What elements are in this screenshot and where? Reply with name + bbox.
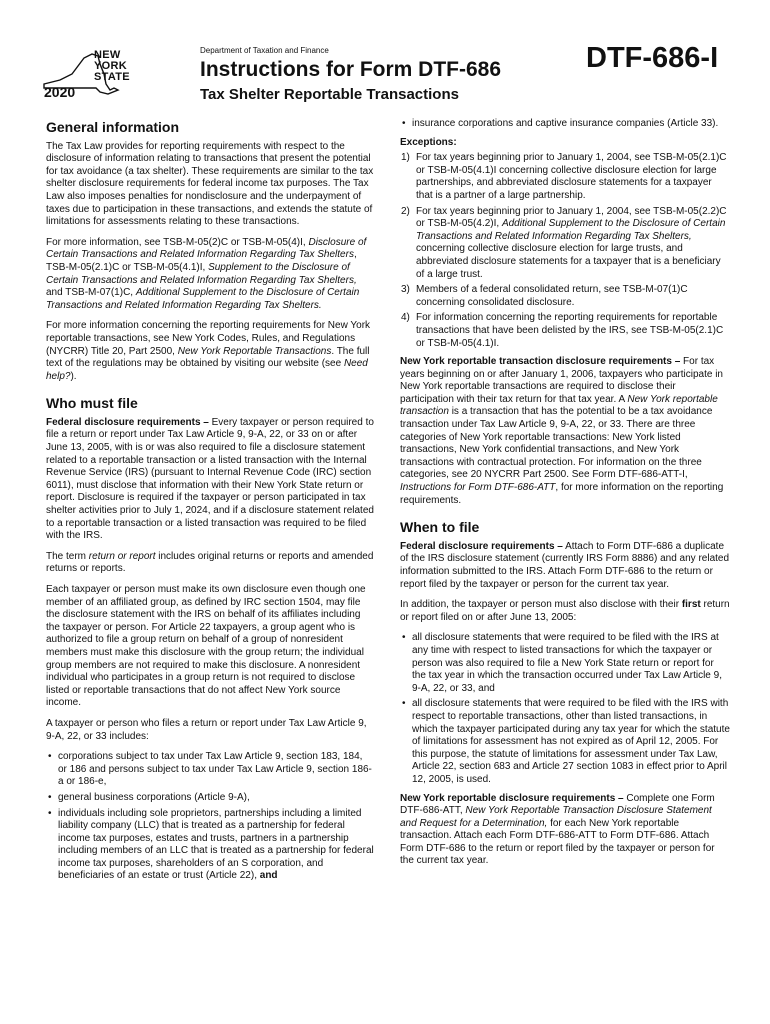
when-list xyxy=(400,632,730,786)
who-paragraph-3: Each taxpayer or person must make its own disclosure even though one member of an affiliated group, as defined by IRC section 1504, may file the disclosure statement with the IRS on behalf of its affiliates including the taxpayer or person. For Article 22 taxpayers, a group agent who is authorized to file a group return on behalf of a group of nonresident members must make this disclosure with the group return; the individual group members are not required to make this disclosure. A nonresident individual who participates in a group return is not required to disclose listed or reportable transactions that do not affect New York source income. xyxy=(46,584,366,709)
left-column xyxy=(46,118,374,889)
when-paragraph-3: New York reportable disclosure requirements – Complete one Form DTF-686-ATT, New York Reportable Transaction Disclosure Statement and Request for a Determination, for each New York reportable transaction. Attach each Form DTF-686-ATT to Form DTF-686. Attach Form DTF-686 to the return or report filed by the taxpayer or person for the current tax year. xyxy=(400,792,715,867)
general-paragraph-2: For more information, see TSB-M-05(2)C or TSB-M-05(4)I, Disclosure of Certain Transactions and Related Information Regarding Tax Shelters, TSB-M-05(2.1)C or TSB-M-05(4.1)I, Supplement to the Disclosure of Certain Transactions and Related Information Regarding Tax Shelters, and TSB-M-07(1)C, Additional Supplement to the Disclosure of Certain Transactions and Related Information Regarding Tax Shelters. xyxy=(46,236,367,311)
list-item: • corporations subject to tax under Tax Law Article 9, section 183, 184, or 186 and persons subject to tax under Tax Law Article 9, section 186-a or 186-e, xyxy=(58,751,374,789)
department-name: Department of Taxation and Finance xyxy=(200,46,329,55)
list-item: • all disclosure statements that were required to be filed with the IRS with respect to reportable transactions, other than listed transactions, in which the taxpayer participated during any tax year for which the statute of limitations for assessment has not expired as of April 12, 2005. For this purpose, the statute of limitations for assessment under Tax Law, Article 22, section 683 and Article 27 section 1083 in effect prior to April 12, 2005, is used. xyxy=(412,698,730,786)
list-item: • insurance corporations and captive insurance companies (Article 33). xyxy=(412,118,730,131)
right-column xyxy=(400,118,730,876)
when-paragraph-2: In addition, the taxpayer or person must also disclose with their first return or report filed on or after June 13, 2005: xyxy=(400,599,730,623)
tax-year: 2020 xyxy=(44,84,76,100)
general-paragraph-3: For more information concerning the reporting requirements for New York reportable transactions, see New York Codes, Rules, and Regulations (NYCRR) Title 20, Part 2500, New York Reportable Transactions. The full text of the regulations may be obtained by visiting our website (see Need help?). xyxy=(46,320,371,382)
general-information-heading: General information xyxy=(46,119,180,135)
exceptions-list xyxy=(400,152,730,350)
logo-text: NEW YORK STATE xyxy=(94,49,130,83)
list-item: 3) Members of a federal consolidated return, see TSB-M-07(1)C concerning consolidated disclosure. xyxy=(401,284,688,308)
who-paragraph-1: Federal disclosure requirements – Every taxpayer or person required to file a return or report under Tax Law Article 9, 9-A, 22, or 33 on or after June 13, 2005, with is or was also required to file a disclosure statement related to a reportable transaction or a listed transaction with the Internal Revenue Service (IRS) (pursuant to Internal Revenue Code (IRC) section 6011), must disclose that information with their New York State return or report. Disclosure is required if the taxpayer or person participated in tax shelter activities prior to July 1, 2024, and if a disclosure statement related to a reportable transaction or a listed transaction was required to be filed with the IRS. xyxy=(46,416,374,542)
list-item: • general business corporations (Article 9-A), xyxy=(58,792,374,805)
filer-list-continued xyxy=(400,118,730,131)
general-paragraph-1: The Tax Law provides for reporting requirements with respect to the disclosure of information relating to transactions that present the potential for tax avoidance (a tax shelter). These requirements are similar to the tax shelter disclosure requirements for federal income tax purposes. The Tax Law also imposes penalties for nondisclosure and the underpayment of taxes due to participation in these transactions, and extends the statute of limitations for assessments relating to these transactions. xyxy=(46,140,374,228)
who-paragraph-4: A taxpayer or person who files a return or report under Tax Law Article 9, 9-A, 22, or 33 includes: xyxy=(46,717,367,742)
list-item: 4) For information concerning the reporting requirements for reportable transactions that have been delisted by the IRS, see TSB-M-05(2.1)C or TSB-M-05(4.1)I. xyxy=(401,312,724,349)
list-item: 2) For tax years beginning prior to January 1, 2004, see TSB-M-05(2.2)C or TSB-M-05(4.2)I, Additional Supplement to the Disclosure of Certain Transactions and Related Information Regarding Tax Shelters, concerning collective disclosure election for large trusts, and abbreviated disclosure statements for a taxpayer that is a beneficiary of a large trust. xyxy=(401,205,727,280)
filer-list xyxy=(46,751,374,883)
list-item: • all disclosure statements that were required to be filed with the IRS at any time with respect to listed transactions for which the taxpayer or person was also required to file a New York State return or report for the tax year in which the transaction occurred under Tax Law Article 9, 9-A, 22, or 33, and xyxy=(412,632,730,695)
when-to-file-heading: When to file xyxy=(400,519,480,536)
list-item: • individuals including sole proprietors, partnerships including a limited liability company (LLC) that is treated as a partnership for federal income tax purposes, estates and trusts, partners in a partnership including members of an LLC that is treated as a partnership for federal income tax purposes, shareholders of an S corporation, and beneficiaries of an estate or trust (Article 22), and xyxy=(58,808,374,884)
form-number: DTF-686-I xyxy=(586,42,719,74)
who-paragraph-2: The term return or report includes original returns or reports and amended returns or reports. xyxy=(46,550,374,575)
exceptions-heading: Exceptions: xyxy=(400,136,457,148)
when-paragraph-1: Federal disclosure requirements – Attach to Form DTF-686 a duplicate of the IRS disclosure statement (currently IRS Form 8886) and any related information submitted to the IRS. Attach Form DTF-686 to the return or report filed by the taxpayer or person for the current tax year. xyxy=(400,540,730,590)
page-subtitle: Tax Shelter Reportable Transactions xyxy=(200,86,459,103)
who-must-file-heading: Who must file xyxy=(46,395,138,412)
page-title: Instructions for Form DTF-686 xyxy=(200,58,502,81)
list-item: 1) For tax years beginning prior to January 1, 2004, see TSB-M-05(2.1)C or TSB-M-05(4.1)I concerning collective disclosure election for large partnerships, and abbreviated disclosure statements for a taxpayer that is a partner of a large partnership. xyxy=(401,152,727,201)
ny-reportable-paragraph: New York reportable transaction disclosure requirements – For tax years beginning on or after January 1, 2006, taxpayers who participate in New York reportable transactions are required to disclose their participation with their tax return for that tax year. A New York reportable transaction is a transaction that has the potential to be a tax avoidance transaction under Tax Law Article 9, 9-A, 22, or 33. There are three categories of New York reportable transactions: New York listed transactions, New York confidential transactions, and New York transactions with contractual protection. For information on the three categories, see 20 NYCRR Part 2500. See Form DTF-686-ATT-I, Instructions for Form DTF-686-ATT, for more information on the reporting requirements. xyxy=(400,356,724,506)
ny-state-logo xyxy=(38,44,148,100)
